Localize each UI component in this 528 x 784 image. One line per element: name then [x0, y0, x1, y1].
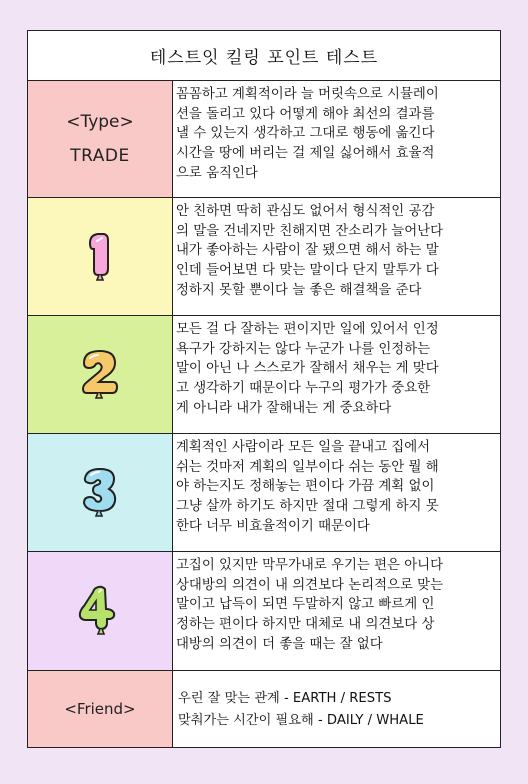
- point-2-cell: [28, 316, 173, 433]
- friend-description: [173, 671, 500, 747]
- balloon-number-4-icon: [74, 582, 126, 640]
- type-cell: [28, 81, 173, 197]
- page-title: 테스트잇 킬링 포인트 테스트: [28, 31, 500, 81]
- point-4-cell: [28, 552, 173, 670]
- balloon-number-1-icon: [80, 229, 120, 285]
- point-4-description: 고집이 있지만 막무가내로 우기는 편은 아니다 상대방의 의견이 내 의견보다 논리적으로 맞는 말이고 납득이 되면 두말하지 않고 빠르게 인 정하는 편이다 하지만 대체로 내 의견보다 상 대방의 의견이 더 좋을 때는 잘 없다: [176, 558, 444, 652]
- friend-line-2: 맞춰가는 시간이 필요해 - DAILY / WHALE: [178, 713, 424, 728]
- point-row-1: [28, 198, 500, 316]
- point-row-2: [28, 316, 500, 434]
- type-value: TRADE: [70, 146, 130, 166]
- point-3-description: 계획적인 사람이라 모든 일을 끝내고 집에서 쉬는 것마저 계획의 일부이다 쉬는 동안 뭘 해 야 하는지도 정해놓는 편이다 가끔 계획 없이 그냥 살까 하기도 하지만 절대 그렇게 하지 못 한다 너무 비효율적이기 때문이다: [176, 440, 439, 534]
- point-3-cell: [28, 434, 173, 551]
- type-description: 꼼꼼하고 계획적이라 늘 머릿속으로 시뮬레이 션을 돌리고 있다 어떻게 해야 최선의 결과를 낼 수 있는지 생각하고 그대로 행동에 옮긴다 시간을 땅에 버리는 걸 제일 싫어해서 효율적 으로 움직인다: [176, 87, 439, 181]
- point-1-description: 안 친하면 딱히 관심도 없어서 형식적인 공감 의 말을 건네지만 친해지면 잔소리가 늘어난다 내가 좋아하는 사람이 잘 됐으면 해서 하는 말 인데 들어보면 다 맞는 말이다 단지 말투가 다 정하지 못할 뿐이다 늘 좋은 해결책을 준다: [176, 204, 444, 298]
- test-result-card: [27, 30, 501, 748]
- type-label: <Type>: [66, 112, 134, 132]
- point-row-3: [28, 434, 500, 552]
- type-row: [28, 81, 500, 198]
- point-2-description: 모든 걸 다 잘하는 편이지만 일에 있어서 인정 욕구가 강하지는 않다 누군가 나를 인정하는 말이 아닌 나 스스로가 잘해서 채우는 게 맞다 고 생각하기 때문이다 누구의 평가가 중요한 게 아니라 내가 잘해내는 게 중요하다: [176, 322, 439, 416]
- friend-cell: [28, 671, 173, 747]
- point-1-cell: [28, 198, 173, 315]
- balloon-number-2-icon: [77, 347, 123, 403]
- point-row-4: [28, 552, 500, 671]
- friend-row: [28, 671, 500, 747]
- friend-label: <Friend>: [64, 700, 136, 718]
- friend-line-1: 우린 잘 맞는 관계 - EARTH / RESTS: [178, 691, 392, 706]
- balloon-number-3-icon: [77, 465, 123, 521]
